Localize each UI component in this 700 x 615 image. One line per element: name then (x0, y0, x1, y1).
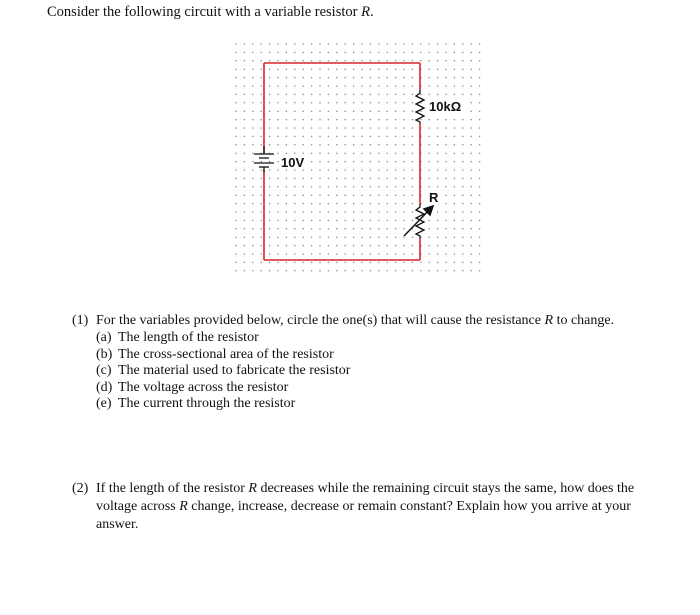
circuit-diagram (0, 0, 700, 300)
question-1-number: (1) (72, 313, 89, 328)
question-2-variable-2: R (179, 499, 188, 514)
question-1-prompt: (1) For the variables provided below, circle the one(s) that will cause the resistance R to change. (72, 313, 615, 328)
question-1-options (96, 330, 672, 413)
option-text: The current through the resistor (118, 396, 296, 411)
resistor-label: 10kΩ (429, 99, 462, 114)
option-text: The length of the resistor (118, 330, 259, 345)
option-item[interactable] (96, 330, 672, 347)
option-letter: (e) (96, 396, 112, 411)
question-1-variable: R (544, 313, 554, 328)
option-letter: (c) (96, 363, 112, 378)
option-text: The material used to fabricate the resistor (118, 363, 351, 378)
option-item[interactable] (96, 396, 672, 413)
option-text: The voltage across the resistor (118, 379, 289, 395)
option-letter: (b) (96, 346, 113, 362)
variable-resistor-label: R (429, 190, 439, 205)
question-1 (72, 312, 672, 413)
variable-resistor-zigzag (416, 204, 424, 238)
option-letter: (a) (96, 330, 112, 345)
intro-text: Consider the following circuit with a variable resistor R. (47, 4, 374, 20)
question-2-variable-1: R (248, 481, 257, 496)
battery-symbol (254, 146, 274, 172)
breadboard-grid (235, 43, 480, 271)
option-item[interactable] (96, 363, 672, 380)
battery-label: 10V (281, 155, 305, 170)
option-item[interactable] (96, 347, 672, 364)
option-letter: (d) (96, 379, 113, 395)
question-2-number: (2) (72, 481, 89, 496)
question-2 (72, 480, 662, 534)
intro-variable: R (361, 4, 370, 20)
question-2-text: If the length of the resistor R decreases while the remaining circuit stays the same, how does the voltage across R change, increase, decrease or remain constant? Explain how you arrive at your answer. (96, 481, 635, 532)
option-text: The cross-sectional area of the resistor (118, 346, 334, 362)
option-item[interactable] (96, 380, 672, 397)
resistor-zigzag (416, 90, 424, 124)
variable-resistor-arrow (404, 206, 433, 236)
